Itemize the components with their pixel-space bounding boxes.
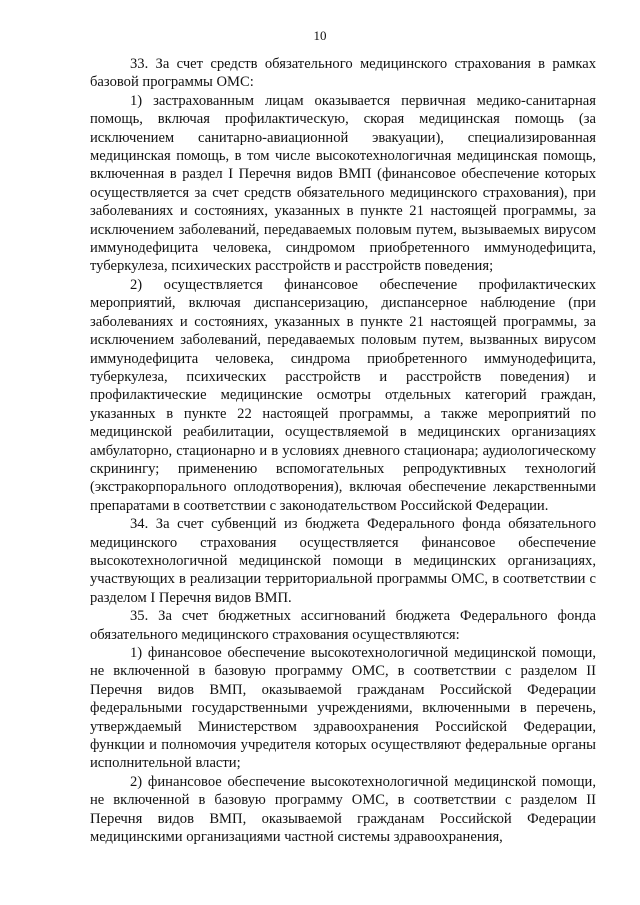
document-body [90, 55, 596, 846]
paragraph-35-item-2: 2) финансовое обеспечение высокотехнологичной медицинской помощи, не включенной в базовую программу ОМС, в соответствии с разделом II Перечня видов ВМП, оказываемой гражданам Российской Федерации медицинскими организациями частной системы здравоохранения, [90, 773, 596, 846]
paragraph-33: 33. За счет средств обязательного медицинского страхования в рамках базовой программы ОМС: [90, 56, 596, 91]
paragraph-35-item-1: 1) финансовое обеспечение высокотехнологичной медицинской помощи, не включенной в базовую программу ОМС, в соответствии с разделом II Перечня видов ВМП, оказываемой гражданам Российской Федерации федеральными государственными учреждениями, включенными в перечень, утверждаемый Министерством здравоохранения Российской Федерации, функции и полномочия учредителя которых осуществляют федеральные органы исполнительной власти; [90, 645, 596, 772]
paragraph-33-item-1: 1) застрахованным лицам оказывается первичная медико-санитарная помощь, включая профилактическую, скорая медицинская помощь (за исключением санитарно-авиационной эвакуации), специализированная медицинская помощь, в том числе высокотехнологичная медицинская помощь, включенная в раздел I Перечня видов ВМП (финансовое обеспечение которых осуществляется за счет средств обязательного медицинского страхования), при заболеваниях и состояниях, указанных в пункте 21 настоящей программы, за исключением заболеваний, передаваемых половым путем, вызываемых вирусом иммунодефицита человека, синдромом приобретенного иммунодефицита, туберкулеза, психических расстройств и расстройств поведения; [90, 92, 596, 275]
paragraph-35: 35. За счет бюджетных ассигнований бюджета Федерального фонда обязательного медицинского страхования осуществляются: [90, 608, 596, 643]
page-number: 10 [313, 28, 327, 43]
paragraph-33-item-2: 2) осуществляется финансовое обеспечение профилактических мероприятий, включая диспансеризацию, диспансерное наблюдение (при заболеваниях и состояниях, указанных в пункте 21 настоящей программы, за исключением заболеваний, передаваемых половым путем, вызванных вирусом иммунодефицита человека, синдрома приобретенного иммунодефицита, туберкулеза, психических расстройств и расстройств поведения) и профилактические медицинские осмотры отдельных категорий граждан, указанных в пункте 22 настоящей программы, а также мероприятий по медицинской реабилитации, осуществляемой в медицинских организациях амбулаторно, стационарно и в условиях дневного стационара; аудиологическому скринингу; применению вспомогательных репродуктивных технологий (экстракорпорального оплодотворения), включая обеспечение лекарственными препаратами в соответствии с законодательством Российской Федерации. [90, 276, 596, 514]
paragraph-34: 34. За счет субвенций из бюджета Федерального фонда обязательного медицинского страхования осуществляется финансовое обеспечение высокотехнологичной медицинской помощи в медицинских организациях, участвующих в реализации территориальной программы ОМС, в соответствии с разделом I Перечня видов ВМП. [90, 516, 596, 606]
